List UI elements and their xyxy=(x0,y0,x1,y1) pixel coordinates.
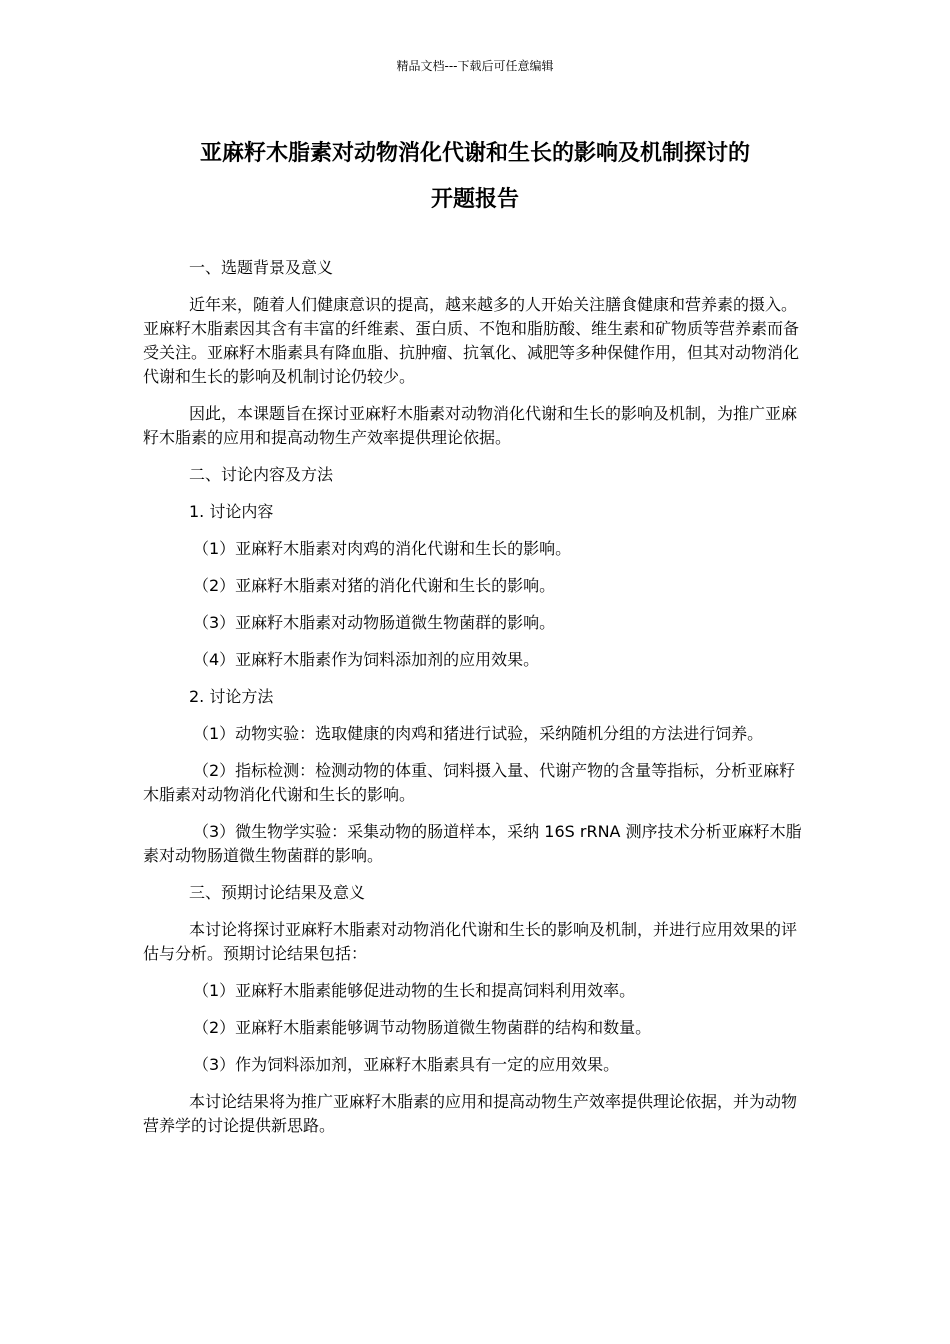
list-item: （1）亚麻籽木脂素对肉鸡的消化代谢和生长的影响。 xyxy=(193,539,572,558)
paragraph: 本讨论结果将为推广亚麻籽木脂素的应用和提高动物生产效率提供理论依据，并为动物营养学的讨论提供新思路。 xyxy=(143,1092,798,1135)
section-heading: 一、选题背景及意义 xyxy=(189,258,334,277)
list-item: （3）亚麻籽木脂素对动物肠道微生物菌群的影响。 xyxy=(193,613,556,632)
page-header-note: 精品文档---下载后可任意编辑 xyxy=(396,59,554,73)
list-item: （2）指标检测：检测动物的体重、饲料摄入量、代谢产物的含量等指标，分析亚麻籽木脂素对动物消化代谢和生长的影响。 xyxy=(143,761,796,804)
section-heading: 三、预期讨论结果及意义 xyxy=(189,883,366,902)
paragraph: 本讨论将探讨亚麻籽木脂素对动物消化代谢和生长的影响及机制，并进行应用效果的评估与分析。预期讨论结果包括： xyxy=(143,920,798,963)
list-item: （3）作为饲料添加剂，亚麻籽木脂素具有一定的应用效果。 xyxy=(193,1055,620,1074)
list-item: （4）亚麻籽木脂素作为饲料添加剂的应用效果。 xyxy=(193,650,540,669)
title-line-1: 亚麻籽木脂素对动物消化代谢和生长的影响及机制探讨的 xyxy=(199,141,750,166)
list-item: （2）亚麻籽木脂素能够调节动物肠道微生物菌群的结构和数量。 xyxy=(193,1018,652,1037)
paragraph: 近年来，随着人们健康意识的提高，越来越多的人开始关注膳食健康和营养素的摄入。亚麻籽木脂素因其含有丰富的纤维素、蛋白质、不饱和脂肪酸、维生素和矿物质等营养素而备受关注。亚麻籽木脂素具有降血脂、抗肿瘤、抗氧化、减肥等多种保健作用，但其对动物消化代谢和生长的影响及机制讨论仍较少。 xyxy=(143,295,800,386)
paragraph: 因此，本课题旨在探讨亚麻籽木脂素对动物消化代谢和生长的影响及机制，为推广亚麻籽木脂素的应用和提高动物生产效率提供理论依据。 xyxy=(143,404,798,447)
list-item: （1）动物实验：选取健康的肉鸡和猪进行试验，采纳随机分组的方法进行饲养。 xyxy=(193,724,764,743)
list-item: （2）亚麻籽木脂素对猪的消化代谢和生长的影响。 xyxy=(193,576,556,595)
subsection-heading: 1. 讨论内容 xyxy=(189,502,274,521)
subsection-heading: 2. 讨论方法 xyxy=(189,687,274,706)
document-body xyxy=(143,256,807,1151)
document-title xyxy=(143,131,807,223)
list-item: （1）亚麻籽木脂素能够促进动物的生长和提高饲料利用效率。 xyxy=(193,981,636,1000)
section-heading: 二、讨论内容及方法 xyxy=(189,465,334,484)
title-line-2: 开题报告 xyxy=(430,187,519,212)
list-item: （3）微生物学实验：采集动物的肠道样本，采纳 16S rRNA 测序技术分析亚麻籽木脂素对动物肠道微生物菌群的影响。 xyxy=(143,822,802,865)
